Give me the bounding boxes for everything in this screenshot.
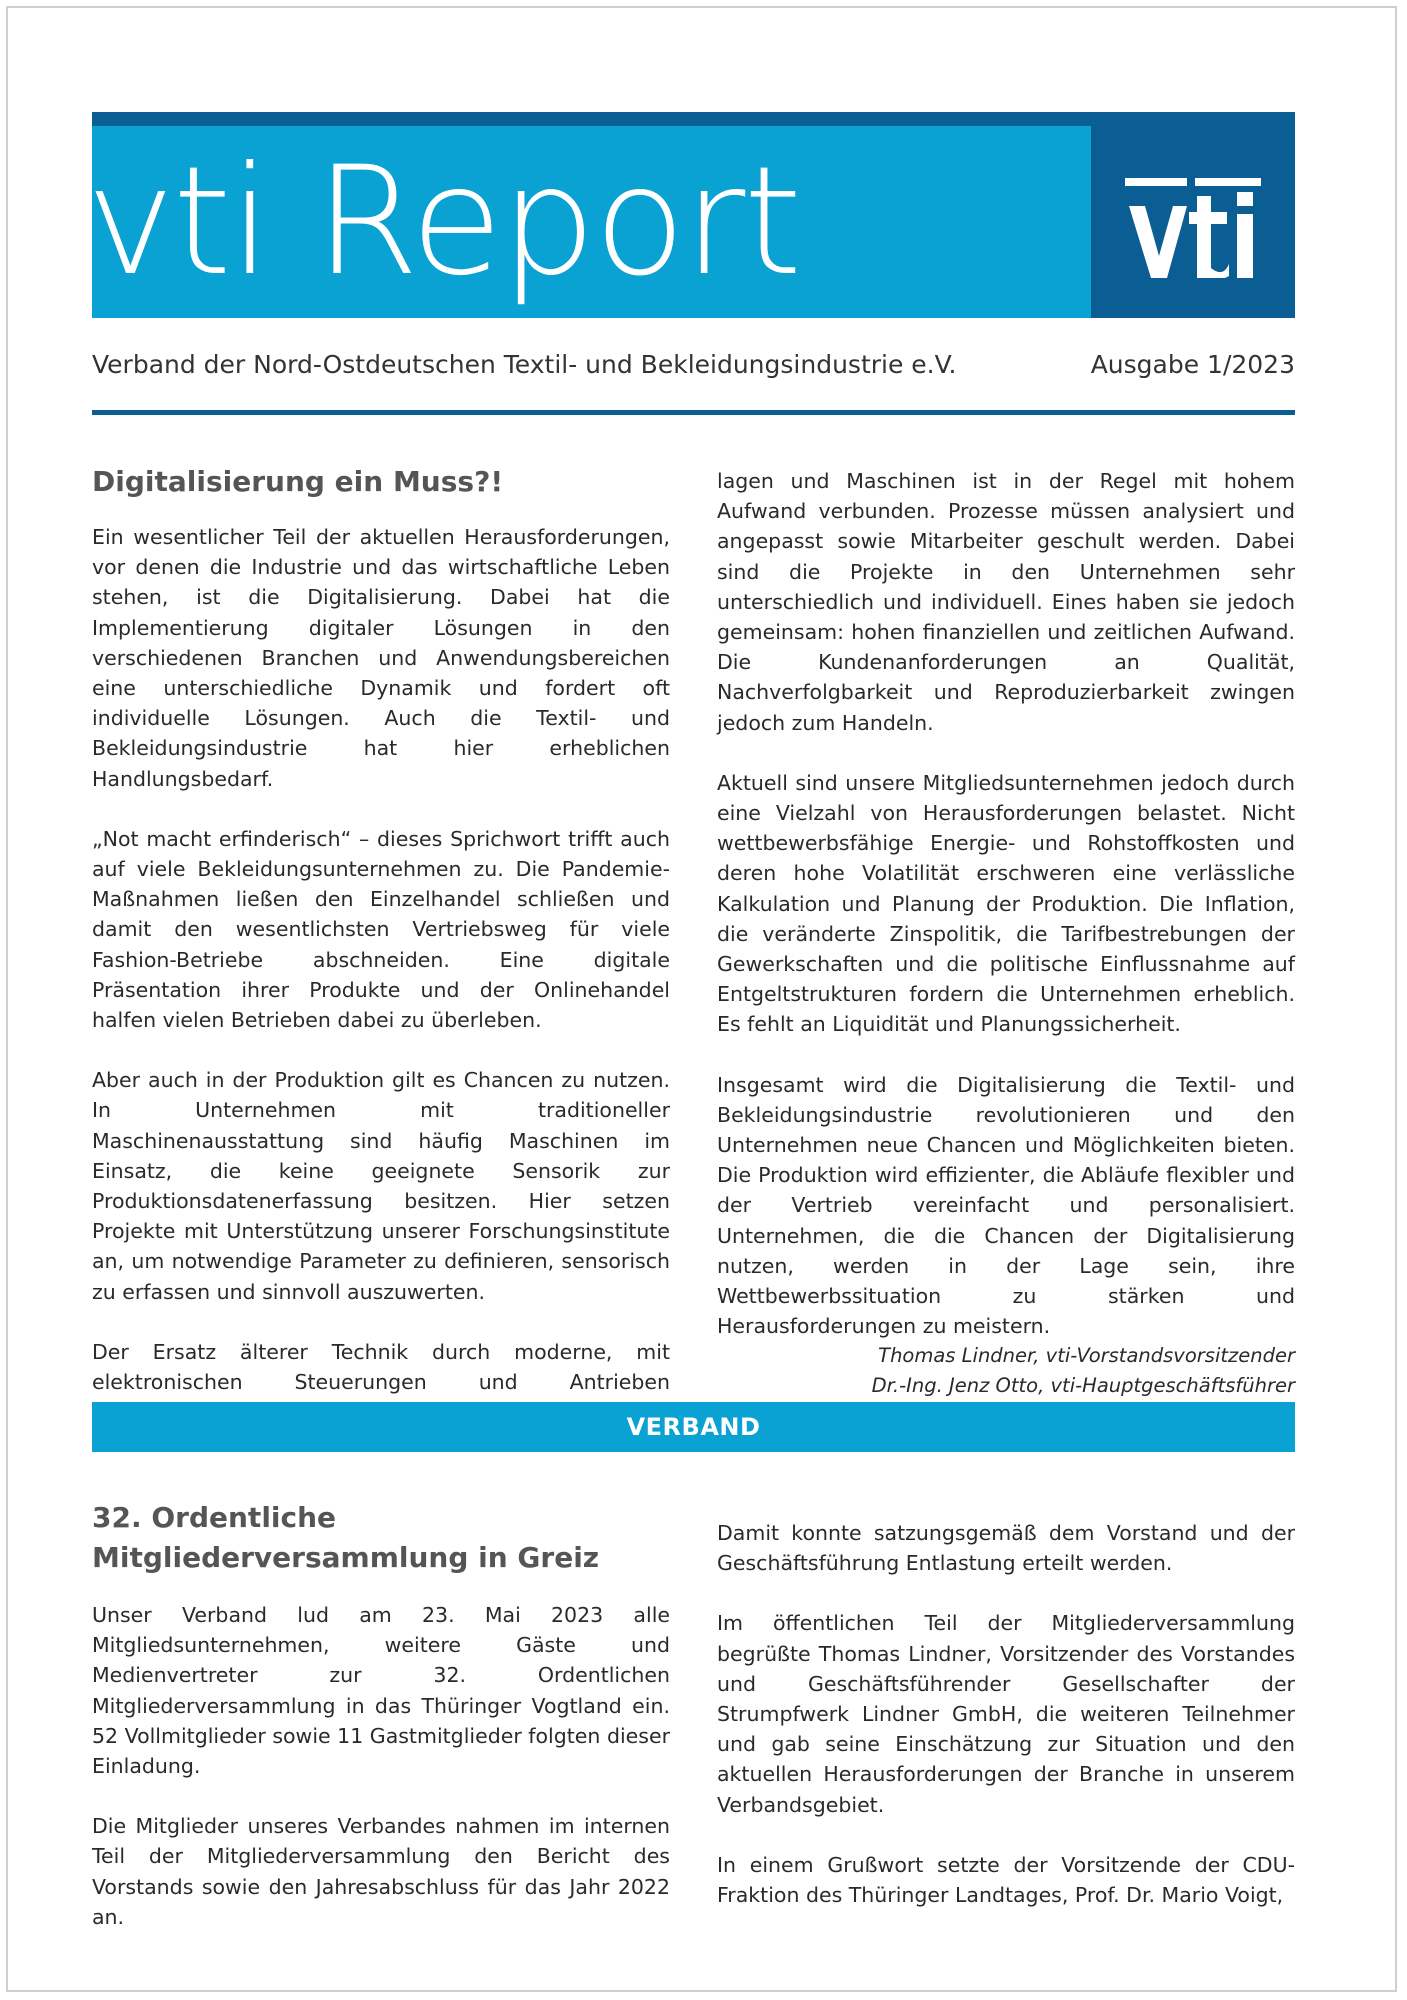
masthead-title: vti Report	[86, 135, 801, 309]
article1-left-column	[92, 462, 670, 1427]
article1-right-column	[717, 466, 1295, 1401]
article2-paragraph: Unser Verband lud am 23. Mai 2023 alle Mitgliedsunternehmen, weitere Gäste und Medienvertreter zur 32. Ordentlichen Mitgliederversammlung in das Thüringer Vogtland ein. 52 Vollmitglieder sowie 11 Gastmitglieder folgten dieser Einladung.	[92, 1603, 670, 1779]
section-bar-verband: VERBAND	[92, 1402, 1295, 1452]
association-name: Verband der Nord-Ostdeutschen Textil- und Bekleidungsindustrie e.V.	[92, 350, 957, 379]
article1-paragraph: Aktuell sind unsere Mitgliedsunternehmen jedoch durch eine Vielzahl von Herausforderungen belastet. Nicht wettbewerbsfähige Energie- und Rohstoffkosten und deren hohe Volatilität erschweren eine verlässliche Kalkulation und Planung der Produktion. Die Inflation, die veränderte Zinspolitik, die Tarifbestrebungen der Gewerkschaften und die politische Einflussnahme auf Entgeltstrukturen fordern die Unternehmen erheblich. Es fehlt an Liquidität und Planungssicherheit.	[717, 770, 1295, 1037]
article1-headline: Digitalisierung ein Muss?!	[92, 465, 504, 498]
masthead-banner	[86, 112, 1295, 318]
article2-right-column	[717, 1518, 1295, 1910]
article2-paragraph: Die Mitglieder unseres Verbandes nahmen im internen Teil der Mitgliederversammlung den Bericht des Vorstands sowie den Jahresabschluss für das Jahr 2022 an.	[92, 1814, 670, 1929]
article1-paragraph: Insgesamt wird die Digitalisierung die Textil- und Bekleidungsindustrie revolutionieren und den Unternehmen neue Chancen und Möglichkeiten bieten. Die Produktion wird effizienter, die Abläufe flexibler und der Vertrieb vereinfacht und personalisiert. Unternehmen, die die Chancen der Digitalisierung nutzen, werden in der Lage sein, ihre Wettbewerbssituation zu stärken und Herausforderungen zu meistern.	[717, 1072, 1295, 1339]
author-signature: Dr.-Ing. Jenz Otto, vti-Hauptgeschäftsführer	[871, 1374, 1295, 1398]
article2-paragraph: In einem Grußwort setzte der Vorsitzende der CDU-Fraktion des Thüringer Landtages, Prof. Dr. Mario Voigt,	[717, 1852, 1295, 1908]
article2-paragraph: Damit konnte satzungsgemäß dem Vorstand und der Geschäftsführung Entlastung erteilt werden.	[717, 1521, 1295, 1576]
article1-paragraph: lagen und Maschinen ist in der Regel mit hohem Aufwand verbunden. Prozesse müssen analysiert und angepasst sowie Mitarbeiter geschult werden. Dabei sind die Projekte in den Unternehmen sehr unterschiedlich und individuell. Eines haben sie jedoch gemeinsam: hohen finanziellen und zeitlichen Aufwand. Die Kundenanforderungen an Qualität, Nachverfolgbarkeit und Reproduzierbarkeit zwingen jedoch zum Handeln.	[717, 469, 1295, 735]
article2-headline-line2: Mitgliederversammlung in Greiz	[92, 1541, 600, 1574]
masthead-subtitle	[92, 350, 1295, 386]
vti-logo-icon	[1125, 178, 1261, 278]
article1-paragraph: „Not macht erfinderisch“ – dieses Sprichwort trifft auch auf viele Bekleidungsunternehmen zu. Die Pandemie-Maßnahmen ließen den Einzelhandel schließen und damit den wesentlichsten Vertriebsweg für viele Fashion-Betriebe abschneiden. Eine digitale Präsentation ihrer Produkte und der Onlinehandel halfen vielen Betrieben dabei zu überleben.	[92, 826, 670, 1033]
article2-headline	[92, 1498, 670, 1578]
article1-paragraph: Aber auch in der Produktion gilt es Chancen zu nutzen. In Unternehmen mit traditioneller Maschinenausstattung sind häufig Maschinen im Einsatz, die keine geeignete Sensorik zur Produktionsdatenerfassung besitzen. Hier setzen Projekte mit Unterstützung unserer Forschungsinstitute an, um notwendige Parameter zu definieren, sensorisch zu erfassen und sinnvoll auszuwerten.	[92, 1068, 670, 1304]
issue-number: Ausgabe 1/2023	[1090, 350, 1295, 379]
article1-paragraph: Der Ersatz älterer Technik durch moderne, mit elektronischen Steuerungen und Antrieben	[92, 1339, 670, 1395]
article2-headline-line1: 32. Ordentliche	[92, 1501, 337, 1534]
author-signature: Thomas Lindner, vti-Vorstandsvorsitzender	[878, 1344, 1295, 1368]
article1-paragraph: Ein wesentlicher Teil der aktuellen Herausforderungen, vor denen die Industrie und das wirtschaftliche Leben stehen, ist die Digitalisierung. Dabei hat die Implementierung digitaler Lösungen in den verschiedenen Branchen und Anwendungsbereichen eine unterschiedliche Dynamik und fordert oft individuelle Lösungen. Auch die Textil- und Bekleidungsindustrie hat hier erheblichen Handlungsbedarf.	[92, 525, 670, 791]
header-rule	[92, 410, 1295, 415]
masthead-top-strip	[92, 112, 1295, 126]
article2-paragraph: Im öffentlichen Teil der Mitgliederversammlung begrüßte Thomas Lindner, Vorsitzender des Vorstandes und Geschäftsführender Gesellschafter der Strumpfwerk Lindner GmbH, die weiteren Teilnehmer und gab seine Einschätzung zur Situation und den aktuellen Herausforderungen der Branche in unserem Verbandsgebiet.	[717, 1611, 1295, 1817]
article2-left-column	[92, 1498, 670, 1932]
vti-logo	[1091, 126, 1295, 318]
